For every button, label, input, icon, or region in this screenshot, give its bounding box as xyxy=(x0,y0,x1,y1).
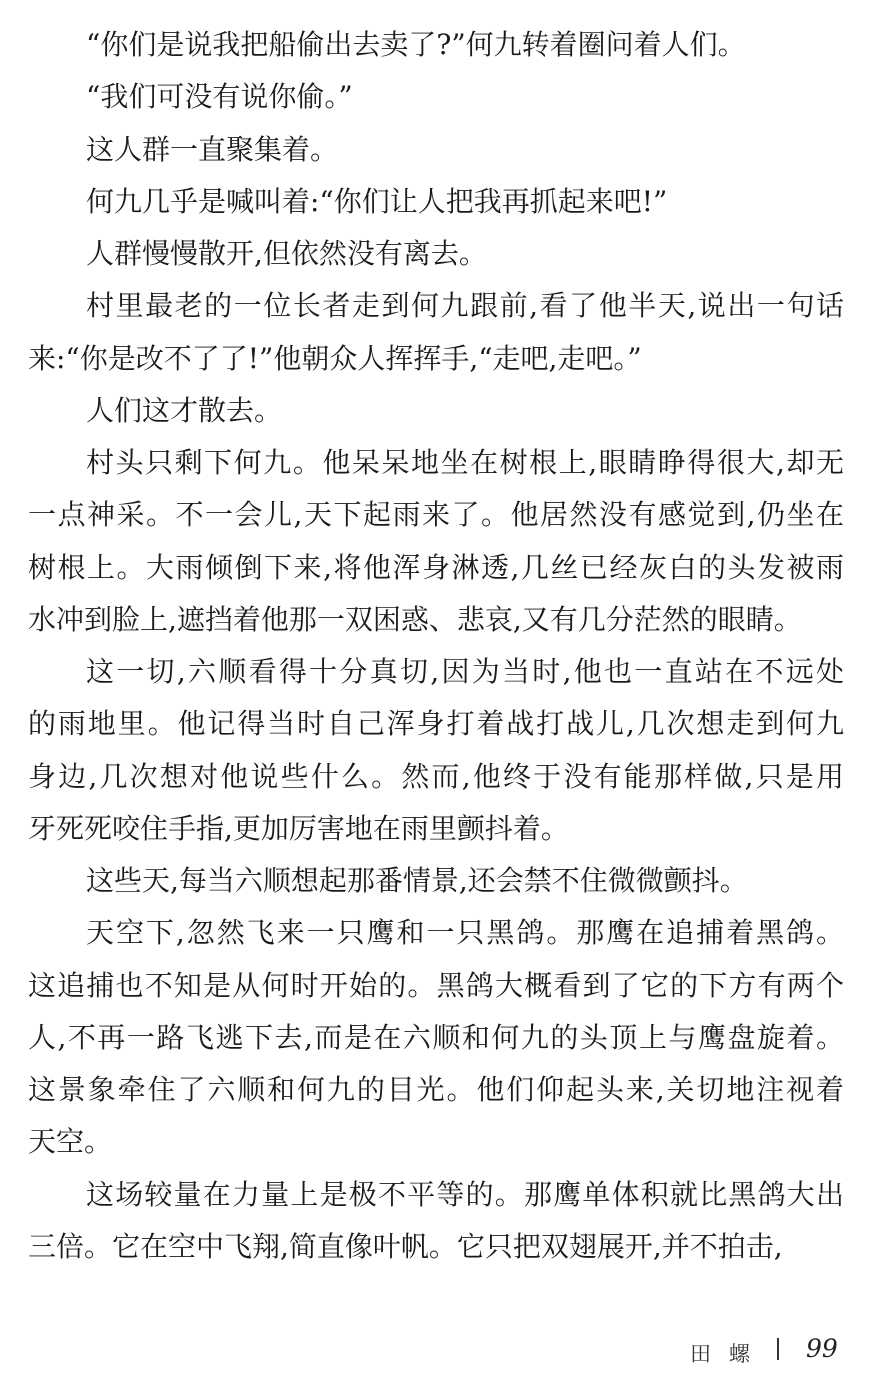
text-line: 村头只剩下何九。他呆呆地坐在树根上,眼睛睁得很大,却无 xyxy=(86,446,844,479)
text-line: 村里最老的一位长者走到何九跟前,看了他半天,说出一句话 xyxy=(86,289,844,323)
text-line: 来:“你是改不了了!”他朝众人挥挥手,“走吧,走吧。” xyxy=(28,341,642,375)
paragraph xyxy=(28,176,844,228)
text-line: 这人群一直聚集着。 xyxy=(86,132,339,166)
text-line: 这场较量在力量上是极不平等的。那鹰单体积就比黑鸽大出 xyxy=(86,1177,844,1211)
paragraph xyxy=(28,19,844,71)
text-line: 树根上。大雨倾倒下来,将他浑身淋透,几丝已经灰白的头发被雨 xyxy=(28,550,844,584)
text-line: 这些天,每当六顺想起那番情景,还会禁不住微微颤抖。 xyxy=(86,864,748,897)
text-line: 这景象牵住了六顺和何九的目光。他们仰起头来,关切地注视着 xyxy=(28,1073,844,1106)
text-line: 人,不再一路飞逃下去,而是在六顺和何九的头顶上与鹰盘旋着。 xyxy=(28,1020,844,1054)
text-line: 身边,几次想对他说些什么。然而,他终于没有能那样做,只是用 xyxy=(28,759,844,793)
text-line: “你们是说我把船偷出去卖了?”何九转着圈问着人们。 xyxy=(86,28,746,61)
paragraph xyxy=(28,71,844,123)
text-line: 天空下,忽然飞来一只鹰和一只黑鸽。那鹰在追捕着黑鸽。 xyxy=(86,916,844,950)
text-line: 这一切,六顺看得十分真切,因为当时,他也一直站在不远处 xyxy=(86,655,844,688)
footer-divider xyxy=(777,1338,779,1360)
text-line: 何九几乎是喊叫着:“你们让人把我再抓起来吧!” xyxy=(86,184,668,218)
text-line: 这追捕也不知是从何时开始的。黑鸽大概看到了它的下方有两个 xyxy=(28,968,844,1002)
text-line: 牙死死咬住手指,更加厉害地在雨里颤抖着。 xyxy=(28,811,569,845)
text-line: 人群慢慢散开,但依然没有离去。 xyxy=(86,237,487,270)
paragraph xyxy=(28,907,844,1168)
text-line: 的雨地里。他记得当时自己浑身打着战打战儿,几次想走到何九 xyxy=(28,707,844,741)
paragraph xyxy=(28,437,844,646)
page-number: 99 xyxy=(806,1334,838,1363)
text-line: 水冲到脸上,遮挡着他那一双困惑、悲哀,又有几分茫然的眼睛。 xyxy=(28,602,802,636)
running-title: 田螺 xyxy=(690,1342,768,1366)
body-text xyxy=(28,19,844,1273)
paragraph xyxy=(28,855,844,907)
text-line: “我们可没有说你偷。” xyxy=(86,80,353,114)
paragraph xyxy=(28,280,844,385)
text-line: 天空。 xyxy=(28,1125,113,1159)
paragraph xyxy=(28,124,844,176)
paragraph xyxy=(28,228,844,280)
text-line: 人们这才散去。 xyxy=(86,393,283,427)
paragraph xyxy=(28,1169,844,1274)
paragraph xyxy=(28,646,844,855)
paragraph xyxy=(28,385,844,437)
text-line: 一点神采。不一会儿,天下起雨来了。他居然没有感觉到,仍坐在 xyxy=(28,498,844,532)
text-line: 三倍。它在空中飞翔,简直像叶帆。它只把双翅展开,并不拍击, xyxy=(28,1229,783,1263)
page-footer xyxy=(0,1332,872,1372)
